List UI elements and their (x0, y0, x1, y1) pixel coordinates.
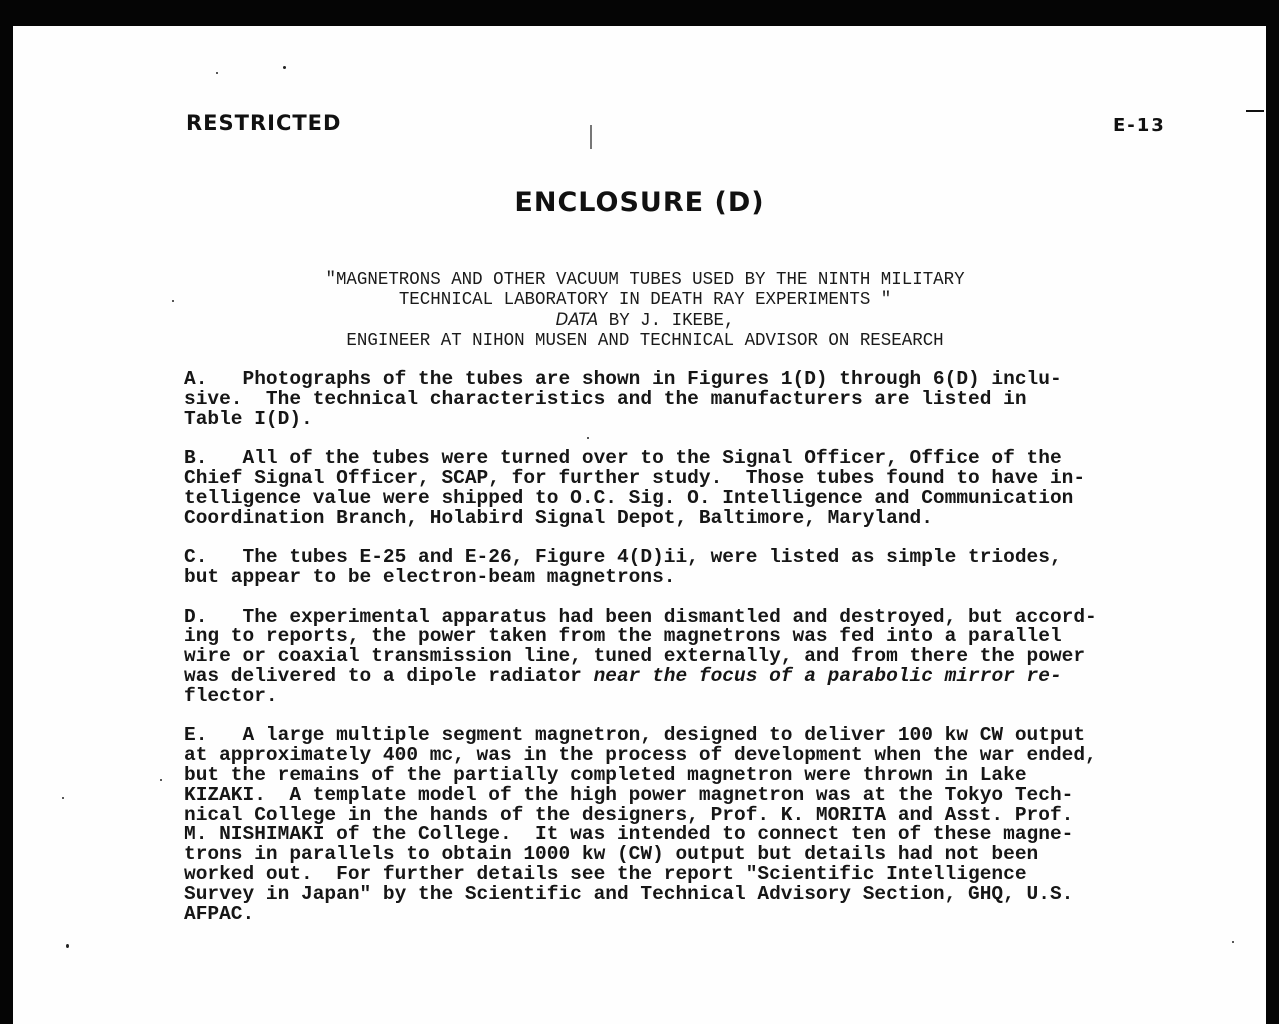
scan-edge-mark (1246, 110, 1264, 112)
text-line: D. The experimental apparatus had been dismantled and destroyed, but accord- (184, 605, 1097, 628)
text-line: B. All of the tubes were turned over to the Signal Officer, Office of the (184, 447, 1062, 470)
scan-speck (160, 779, 162, 781)
text-line: A. Photographs of the tubes are shown in Figures 1(D) through 6(D) inclu- (184, 368, 1062, 390)
text-line: Chief Signal Officer, SCAP, for further study. Those tubes found to have in- (184, 466, 1086, 489)
text-line: but appear to be electron-beam magnetrons. (184, 565, 676, 588)
text-line: trons in parallels to obtain 1000 kw (CW) output but details had not been (184, 843, 1039, 866)
scan-speck (62, 797, 64, 799)
text-line: Table I(D). (184, 407, 313, 430)
italic-text-segment: near the focus of a parabolic mirror re- (593, 664, 1062, 687)
scan-speck (283, 66, 286, 69)
text-line: worked out. For further details see the report "Scientific Intelligence (184, 862, 1027, 885)
document-subtitle (0, 270, 1279, 351)
text-line: Survey in Japan" by the Scientific and Technical Advisory Section, GHQ, U.S. (184, 882, 1074, 905)
text-line: wire or coaxial transmission line, tuned externally, and from there the power (184, 645, 1086, 668)
paragraph-c (184, 548, 1164, 588)
handwritten-annotation: DATA (555, 310, 599, 330)
text-line: sive. The technical characteristics and the manufacturers are listed in (184, 387, 1027, 410)
page-number: E-13 (1113, 115, 1166, 136)
subtitle-line: ENGINEER AT NIHON MUSEN AND TECHNICAL ADVISOR ON RESEARCH (346, 331, 944, 351)
text-line: at approximately 400 mc, was in the process of development when the war ended, (184, 744, 1097, 767)
text-line (184, 664, 1164, 687)
text-line: but the remains of the partially completed magnetron were thrown in Lake (184, 763, 1027, 786)
text-line: E. A large multiple segment magnetron, designed to deliver 100 kw CW output (184, 724, 1086, 747)
text-segment: was delivered to a dipole radiator (184, 664, 594, 687)
text-line: M. NISHIMAKI of the College. It was intended to connect ten of these magne- (184, 823, 1074, 846)
scan-speck (66, 944, 69, 948)
document-body (184, 370, 1164, 944)
author-text: BY J. IKEBE, (598, 311, 735, 331)
text-line: ing to reports, the power taken from the magnetrons was fed into a parallel (184, 625, 1062, 648)
text-line: nical College in the hands of the designers, Prof. K. MORITA and Asst. Prof. (184, 803, 1074, 826)
subtitle-line: "MAGNETRONS AND OTHER VACUUM TUBES USED BY THE NINTH MILITARY (325, 270, 965, 290)
text-line: AFPAC. (184, 902, 255, 925)
scan-speck (1232, 941, 1234, 943)
paragraph-b (184, 449, 1164, 528)
enclosure-title: ENCLOSURE (D) (514, 187, 765, 218)
scan-speck (216, 72, 218, 74)
paragraph-a (184, 370, 1164, 429)
classification-label: RESTRICTED (186, 111, 342, 135)
text-line: Coordination Branch, Holabird Signal Depot, Baltimore, Maryland. (184, 506, 933, 529)
text-line: KIZAKI. A template model of the high power magnetron was at the Tokyo Tech- (184, 783, 1074, 806)
subtitle-line: TECHNICAL LABORATORY IN DEATH RAY EXPERIMENTS " (398, 290, 892, 310)
text-line: C. The tubes E-25 and E-26, Figure 4(D)ii, were listed as simple triodes, (184, 546, 1062, 569)
author-line (0, 310, 1279, 331)
text-line: flector. (184, 684, 278, 707)
paragraph-d (184, 605, 1164, 707)
paragraph-e (184, 726, 1164, 924)
scan-speck (590, 125, 592, 149)
text-line: telligence value were shipped to O.C. Sig. O. Intelligence and Communication (184, 486, 1074, 509)
